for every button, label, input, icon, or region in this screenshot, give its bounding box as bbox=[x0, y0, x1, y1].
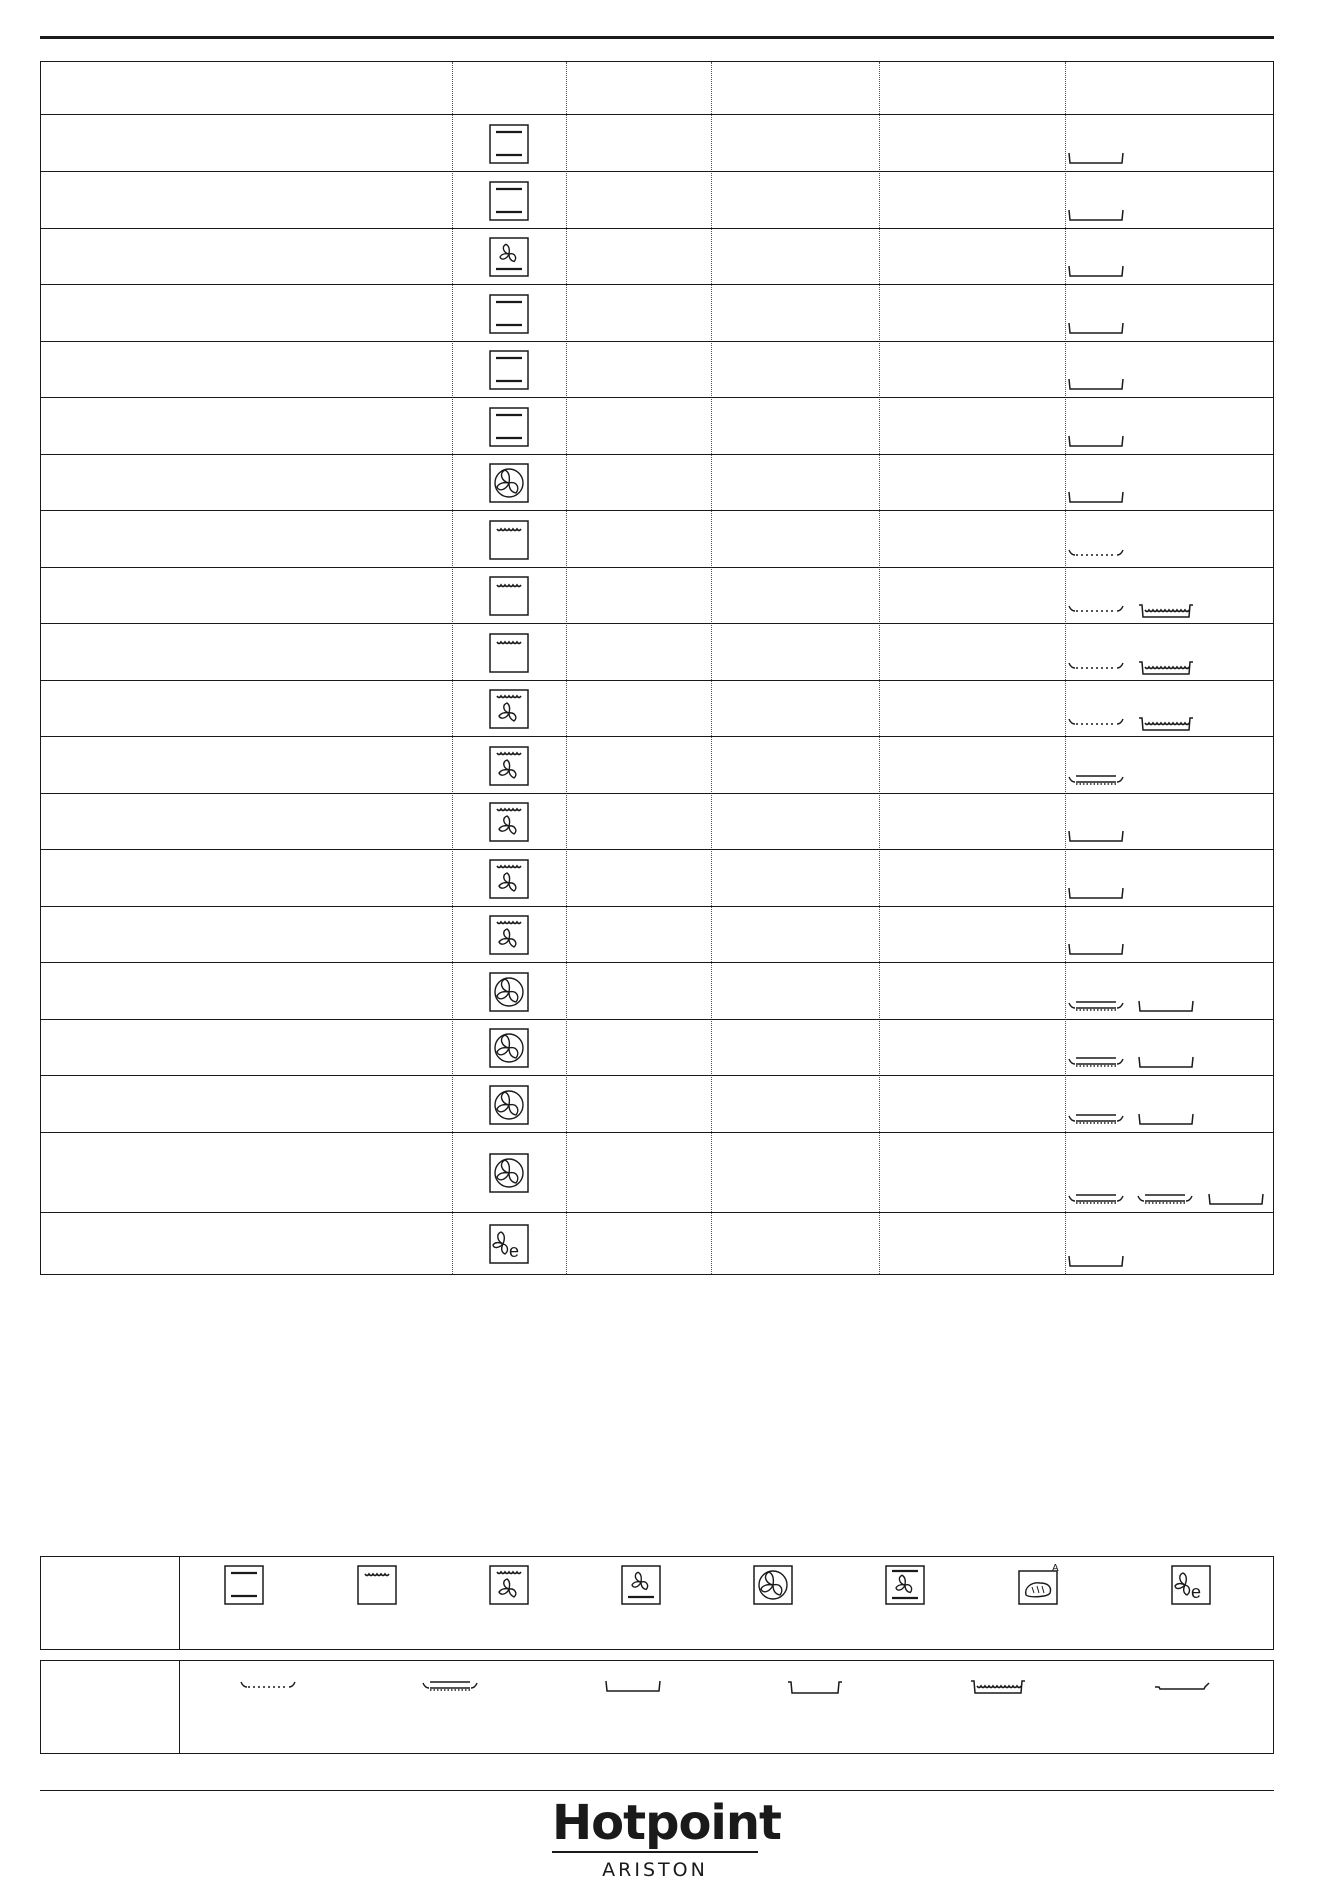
grill-function-icon bbox=[489, 520, 529, 560]
grid-accessory-icon bbox=[1067, 1112, 1125, 1126]
tray-accessory-icon bbox=[1137, 1112, 1195, 1126]
tray-accessory-icon bbox=[1067, 942, 1125, 956]
tray-accessory-icon bbox=[1067, 434, 1125, 448]
conventional-function-icon bbox=[224, 1565, 264, 1605]
dripping-pan-accessory-icon bbox=[1137, 603, 1195, 619]
brand-subtitle: ARISTON bbox=[602, 1859, 708, 1881]
bread-auto-function-icon bbox=[1018, 1565, 1058, 1605]
tray-accessory-icon bbox=[1067, 377, 1125, 391]
tray-accessory-icon bbox=[1137, 1055, 1195, 1069]
convection-function-icon bbox=[489, 1085, 529, 1125]
tray-accessory-icon bbox=[1067, 208, 1125, 222]
table-row bbox=[41, 680, 1273, 736]
svg-text:e: e bbox=[509, 1241, 520, 1261]
convection-function-icon bbox=[753, 1565, 793, 1605]
grid-accessory-icon bbox=[1136, 1192, 1194, 1206]
tray-accessory-icon bbox=[1067, 151, 1125, 165]
conventional-function-icon bbox=[489, 407, 529, 447]
table-row bbox=[41, 1019, 1273, 1075]
tray-accessory-icon bbox=[1067, 886, 1125, 900]
tray-accessory-icon bbox=[1067, 490, 1125, 504]
convection-function-icon bbox=[489, 1153, 529, 1193]
eco-fan-function-icon bbox=[489, 1224, 529, 1264]
dripping-pan-accessory-icon bbox=[1137, 716, 1195, 732]
table-row bbox=[41, 1075, 1273, 1132]
conventional-function-icon bbox=[489, 181, 529, 221]
brand-logo bbox=[552, 1795, 781, 1881]
legend-label-cell bbox=[179, 1661, 180, 1753]
svg-text:A: A bbox=[1052, 1563, 1059, 1574]
legend-functions bbox=[40, 1556, 1274, 1650]
tray-accessory-icon bbox=[1207, 1192, 1265, 1206]
forced-air-bottom-function-icon bbox=[489, 237, 529, 277]
shelf-accessory-icon bbox=[1067, 603, 1125, 615]
convection-function-icon bbox=[489, 463, 529, 503]
tray-accessory-icon bbox=[1067, 264, 1125, 278]
table-row bbox=[41, 1212, 1273, 1274]
dripping-pan-accessory-icon bbox=[969, 1679, 1027, 1695]
table-row bbox=[41, 341, 1273, 397]
svg-text:e: e bbox=[1191, 1582, 1202, 1602]
legend-label-cell bbox=[179, 1557, 180, 1649]
turbo-grill-function-icon bbox=[489, 746, 529, 786]
grid-accessory-icon bbox=[1067, 999, 1125, 1013]
tray-accessory-icon bbox=[604, 1679, 662, 1693]
table-row bbox=[41, 736, 1273, 793]
shelf-accessory-icon bbox=[1067, 547, 1125, 559]
bottom-rule bbox=[40, 1790, 1274, 1791]
grid-accessory-icon bbox=[421, 1679, 479, 1693]
grid-accessory-icon bbox=[1067, 1055, 1125, 1069]
table-row bbox=[41, 849, 1273, 906]
convection-function-icon bbox=[489, 1028, 529, 1068]
conventional-function-icon bbox=[489, 294, 529, 334]
grill-function-icon bbox=[489, 576, 529, 616]
table-row bbox=[41, 397, 1273, 454]
baking-sheet-accessory-icon bbox=[1153, 1679, 1211, 1691]
brand-name: Hotpoint bbox=[552, 1795, 781, 1851]
forced-air-bottom-function-icon bbox=[621, 1565, 661, 1605]
grill-function-icon bbox=[489, 633, 529, 673]
turbo-grill-function-icon bbox=[489, 689, 529, 729]
turbo-grill-function-icon bbox=[489, 802, 529, 842]
forced-air-top-bottom-function-icon bbox=[885, 1565, 925, 1605]
tray-accessory-icon bbox=[1137, 999, 1195, 1013]
grid-accessory-icon bbox=[1067, 773, 1125, 787]
convection-function-icon bbox=[489, 972, 529, 1012]
turbo-grill-function-icon bbox=[489, 915, 529, 955]
conventional-function-icon bbox=[489, 350, 529, 390]
turbo-grill-function-icon bbox=[489, 859, 529, 899]
table-row bbox=[41, 567, 1273, 623]
grid-accessory-icon bbox=[1067, 1192, 1125, 1206]
table-row bbox=[41, 962, 1273, 1019]
table-row bbox=[41, 228, 1273, 284]
top-rule bbox=[40, 36, 1274, 39]
table-row bbox=[41, 793, 1273, 849]
conventional-function-icon bbox=[489, 124, 529, 164]
table-row bbox=[41, 906, 1273, 962]
grill-function-icon bbox=[357, 1565, 397, 1605]
table-row bbox=[41, 171, 1273, 228]
tray-accessory-icon bbox=[1067, 1254, 1125, 1268]
brand-underline bbox=[552, 1851, 758, 1853]
table-row bbox=[41, 454, 1273, 510]
table-row bbox=[41, 623, 1273, 680]
tray-accessory-icon bbox=[1067, 321, 1125, 335]
turbo-grill-function-icon bbox=[489, 1565, 529, 1605]
table-row bbox=[41, 284, 1273, 341]
cooking-table bbox=[40, 61, 1274, 1275]
deep-tray-accessory-icon bbox=[786, 1679, 844, 1695]
table-row bbox=[41, 510, 1273, 567]
legend-accessories bbox=[40, 1660, 1274, 1754]
shelf-accessory-icon bbox=[239, 1679, 297, 1691]
shelf-accessory-icon bbox=[1067, 660, 1125, 672]
table-row bbox=[41, 114, 1273, 171]
dripping-pan-accessory-icon bbox=[1137, 660, 1195, 676]
table-row bbox=[41, 1132, 1273, 1212]
shelf-accessory-icon bbox=[1067, 716, 1125, 728]
eco-fan-function-icon bbox=[1171, 1565, 1211, 1605]
tray-accessory-icon bbox=[1067, 829, 1125, 843]
